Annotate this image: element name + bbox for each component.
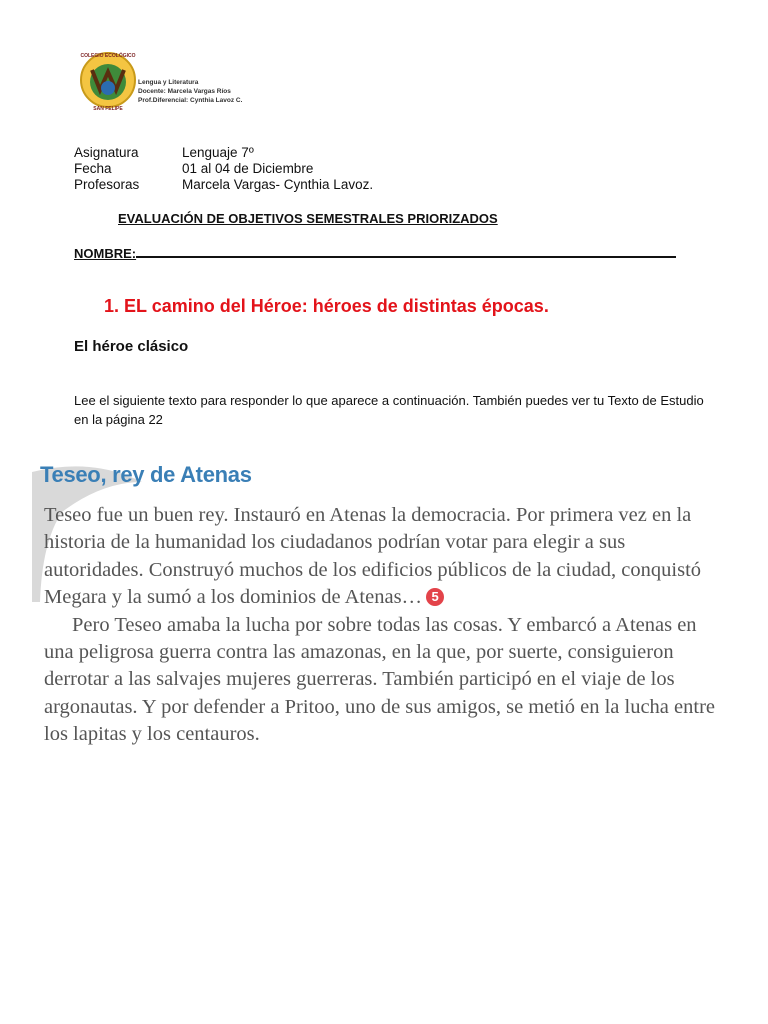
meta-row-date <box>74 161 373 177</box>
instructions: Lee el siguiente texto para responder lo que aparece a continuación. También puedes ver tu Texto de Estudio en la página 22 <box>74 393 704 427</box>
paragraph-1-text: Teseo fue un buen rey. Instauró en Atenas la democracia. Por primera vez en la historia de la humanidad los ciudadanos podrían votar para elegir a sus autoridades. Construyó muchos de los edificios públicos de la ciudad, conquistó Megara y la sumó a los dominios de Atenas… <box>44 504 702 609</box>
meta-value: Lenguaje 7º <box>182 145 254 160</box>
meta-value: Marcela Vargas- Cynthia Lavoz. <box>182 177 374 192</box>
header-subject: Lengua y Literatura <box>138 79 199 86</box>
meta-label: Asignatura <box>74 145 139 160</box>
crest-seal-bottom: SAN FELIPE <box>93 106 123 112</box>
header-differential: Prof.Diferencial: Cynthia Lavoz C. <box>138 97 243 104</box>
meta-label: Fecha <box>74 161 112 176</box>
meta-label: Profesoras <box>74 177 140 192</box>
crest-seal-top: COLEGIO ECOLÓGICO <box>80 53 136 59</box>
meta-value: 01 al 04 de Diciembre <box>182 161 314 176</box>
meta-row-subject <box>74 145 373 161</box>
subheading: El héroe clásico <box>74 338 189 355</box>
meta-block <box>74 145 373 193</box>
name-blank-line[interactable] <box>136 245 676 258</box>
section-title: 1. EL camino del Héroe: héroes de distintas épocas. <box>104 296 549 316</box>
evaluation-title: EVALUACIÓN DE OBJETIVOS SEMESTRALES PRIORIZADOS <box>118 211 498 226</box>
reading-passage <box>32 452 732 822</box>
name-label: NOMBRE: <box>74 246 137 261</box>
meta-row-teachers <box>74 177 373 193</box>
passage-title: Teseo, rey de Atenas <box>40 462 252 487</box>
header-logo-block <box>78 46 248 114</box>
passage-body <box>44 502 724 749</box>
passage-paragraph-1 <box>44 502 724 612</box>
name-field[interactable] <box>74 245 676 261</box>
passage-paragraph-2: Pero Teseo amaba la lucha por sobre todas las cosas. Y embarcó a Atenas en una peligrosa guerra contra las amazonas, en la que, por suerte, consiguieron derrotar a las salvajes mujeres guerreras. También participó en el viaje de los argonautas. Y por defender a Pritoo, uno de sus amigos, se metió en la lucha entre los lapitas y los centauros. <box>44 613 715 746</box>
header-info <box>138 78 242 105</box>
header-teacher: Docente: Marcela Vargas Ríos <box>138 88 231 95</box>
school-crest-icon <box>78 46 138 114</box>
note-badge: 5 <box>426 588 444 606</box>
